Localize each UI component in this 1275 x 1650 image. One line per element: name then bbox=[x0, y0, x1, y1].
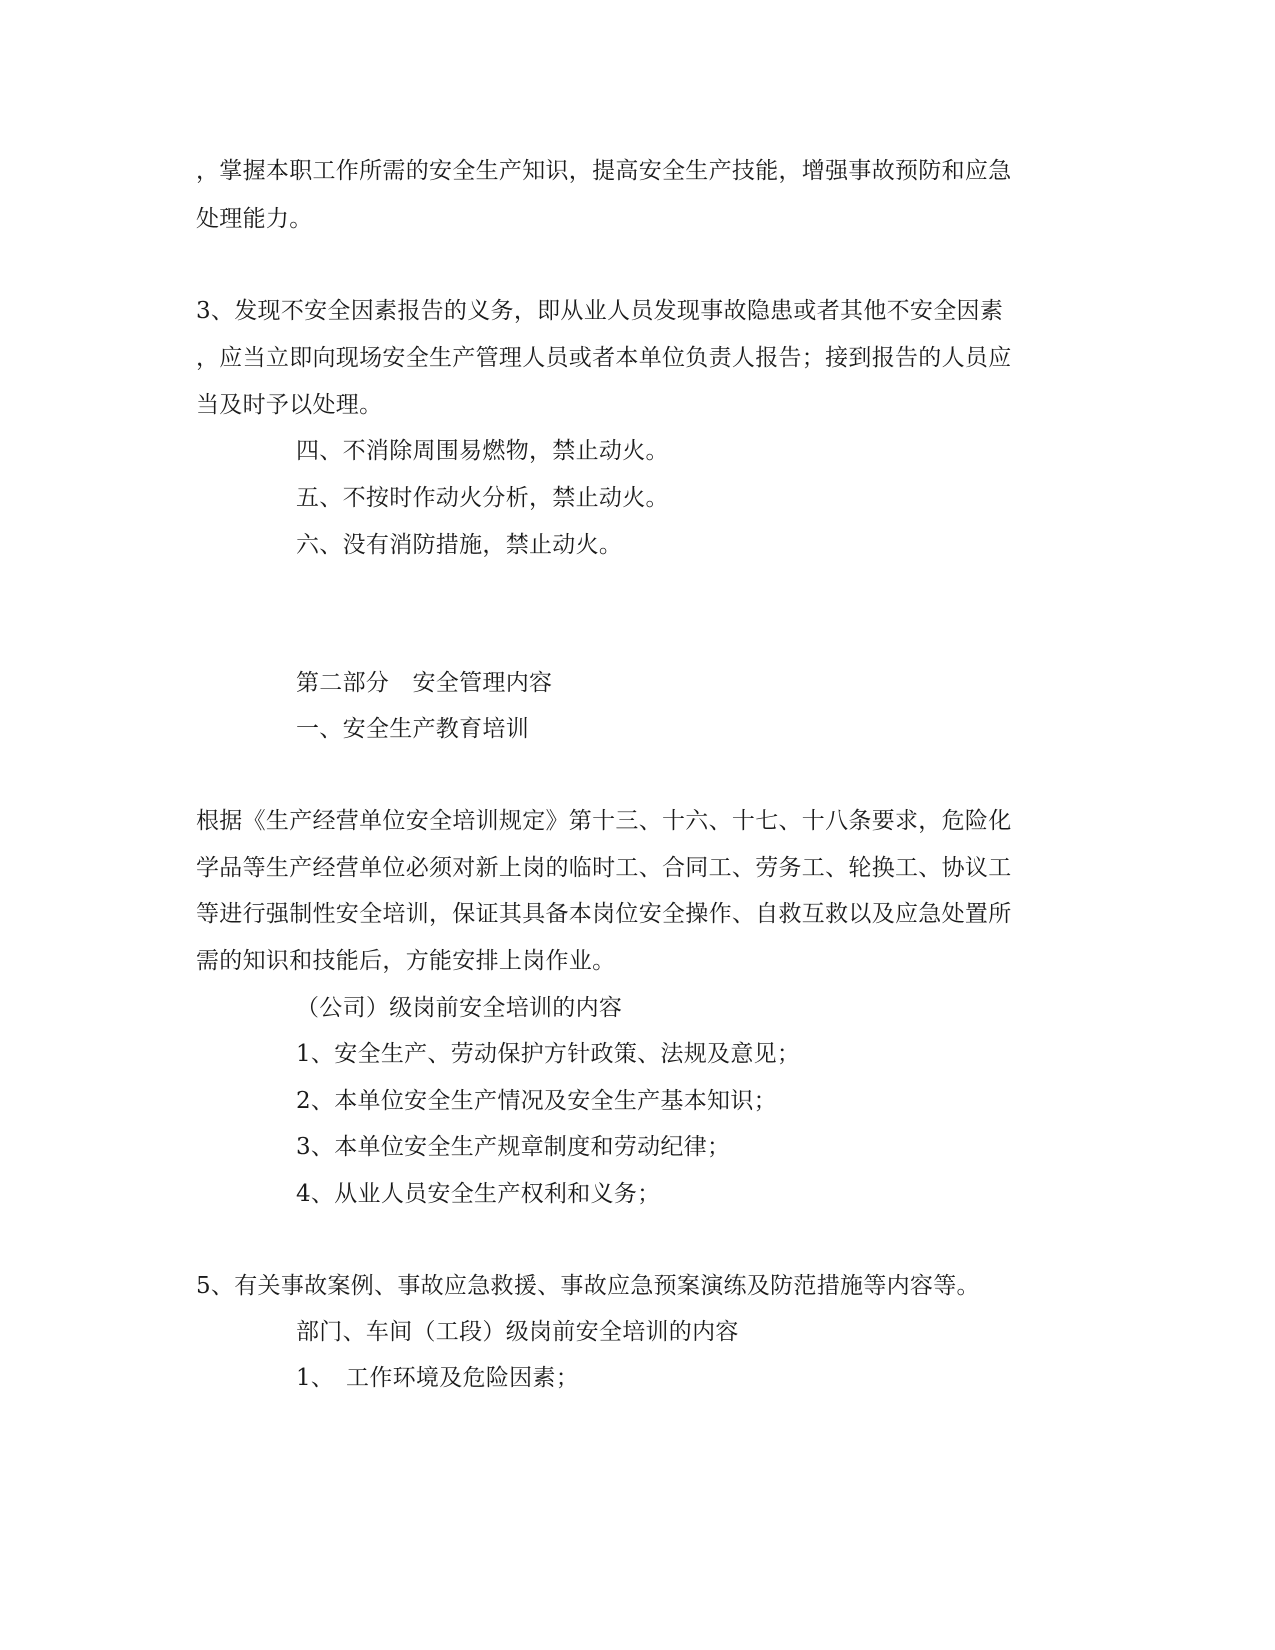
paragraph-line: 根据《生产经营单位安全培训规定》第十三、十六、十七、十八条要求，危险化 bbox=[196, 808, 1012, 834]
paragraph-line: 当及时予以处理。 bbox=[196, 392, 383, 418]
list-item: 1、 工作环境及危险因素； bbox=[296, 1365, 580, 1391]
list-item: 六、没有消防措施，禁止动火。 bbox=[296, 532, 623, 558]
list-item: 1、安全生产、劳动保护方针政策、法规及意见； bbox=[296, 1041, 801, 1067]
paragraph-line: ，应当立即向现场安全生产管理人员或者本单位负责人报告；接到报告的人员应 bbox=[196, 345, 1012, 371]
list-item: 2、本单位安全生产情况及安全生产基本知识； bbox=[296, 1088, 777, 1114]
subsection-heading: 一、安全生产教育培训 bbox=[296, 716, 529, 742]
paragraph-line: 处理能力。 bbox=[196, 206, 313, 232]
section-heading: 第二部分 安全管理内容 bbox=[296, 670, 553, 696]
list-item: 五、不按时作动火分析，禁止动火。 bbox=[296, 485, 669, 511]
paragraph-line: ，掌握本职工作所需的安全生产知识，提高安全生产技能，增强事故预防和应急 bbox=[196, 158, 1012, 184]
paragraph-line: 等进行强制性安全培训，保证其具备本岗位安全操作、自救互救以及应急处置所 bbox=[196, 901, 1012, 927]
subsection-heading: 部门、车间（工段）级岗前安全培训的内容 bbox=[296, 1319, 739, 1345]
list-item: 5、有关事故案例、事故应急救援、事故应急预案演练及防范措施等内容等。 bbox=[196, 1273, 980, 1299]
list-item: 四、不消除周围易燃物，禁止动火。 bbox=[296, 438, 669, 464]
subsection-heading: （公司）级岗前安全培训的内容 bbox=[296, 995, 623, 1021]
paragraph-line: 3、发现不安全因素报告的义务，即从业人员发现事故隐患或者其他不安全因素 bbox=[196, 298, 1004, 324]
list-item: 3、本单位安全生产规章制度和劳动纪律； bbox=[296, 1134, 731, 1160]
list-item: 4、从业人员安全生产权利和义务； bbox=[296, 1181, 661, 1207]
paragraph-line: 需的知识和技能后，方能安排上岗作业。 bbox=[196, 948, 616, 974]
paragraph-line: 学品等生产经营单位必须对新上岗的临时工、合同工、劳务工、轮换工、协议工 bbox=[196, 855, 1012, 881]
